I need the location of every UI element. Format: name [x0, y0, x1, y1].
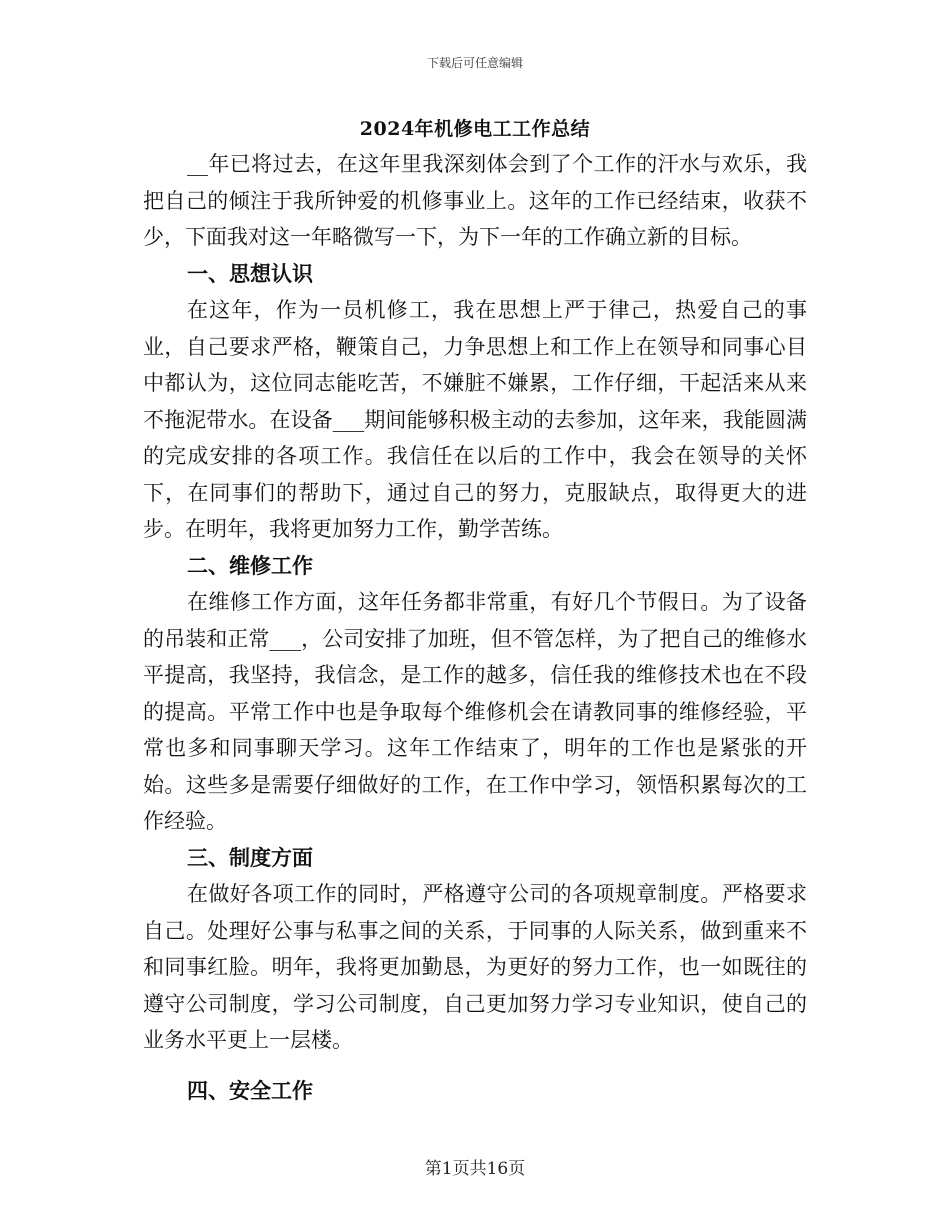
section-heading-safety: 四、安全工作 — [187, 1077, 313, 1103]
section-body-thinking: 在这年，作为一员机修工，我在思想上严于律己，热爱自己的事业，自己要求严格，鞭策自己，力争思想上和工作上在领导和同事心目中都认为，这位同志能吃苦，不嫌脏不嫌累，工作仔细，干起活来从来不拖泥带水。在设备___期间能够积极主动的去参加，这年来，我能圆满的完成安排的各项工作。我信任在以后的工作中，我会在领导的关怀下，在同事们的帮助下，通过自己的努力，克服缺点，取得更大的进步。在明年，我将更加努力工作，勤学苦练。 — [143, 298, 807, 541]
section-heading-thinking: 一、思想认识 — [187, 260, 313, 286]
section-heading-rules: 三、制度方面 — [187, 844, 313, 870]
page-number: 第1页共16页 — [424, 1159, 526, 1179]
section-heading-maintenance: 二、维修工作 — [187, 552, 313, 578]
document-title: 2024年机修电工工作总结 — [359, 118, 591, 140]
page-header-note: 下载后可任意编辑 — [426, 56, 523, 70]
document-body — [143, 146, 807, 1109]
section-body-maintenance: 在维修工作方面，这年任务都非常重，有好几个节假日。为了设备的吊装和正常___，公司安排了加班，但不管怎样，为了把自己的维修水平提高，我坚持，我信念，是工作的越多，信任我的维修技术也在不段的提高。平常工作中也是争取每个维修机会在请教同事的维修经验，平常也多和同事聊天学习。这年工作结束了，明年的工作也是紧张的开始。这些多是需要仔细做好的工作，在工作中学习，领悟积累每次的工作经验。 — [143, 590, 807, 833]
intro-paragraph: __年已将过去，在这年里我深刻体会到了个工作的汗水与欢乐，我把自己的倾注于我所钟爱的机修事业上。这年的工作已经结束，收获不少，下面我对这一年略微写一下，为下一年的工作确立新的目标。 — [143, 152, 807, 249]
section-body-rules: 在做好各项工作的同时，严格遵守公司的各项规章制度。严格要求自己。处理好公事与私事之间的关系，于同事的人际关系，做到重来不和同事红脸。明年，我将更加勤恳，为更好的努力工作，也一如既往的遵守公司制度，学习公司制度，自己更加努力学习专业知识，使自己的业务水平更上一层楼。 — [143, 882, 807, 1052]
